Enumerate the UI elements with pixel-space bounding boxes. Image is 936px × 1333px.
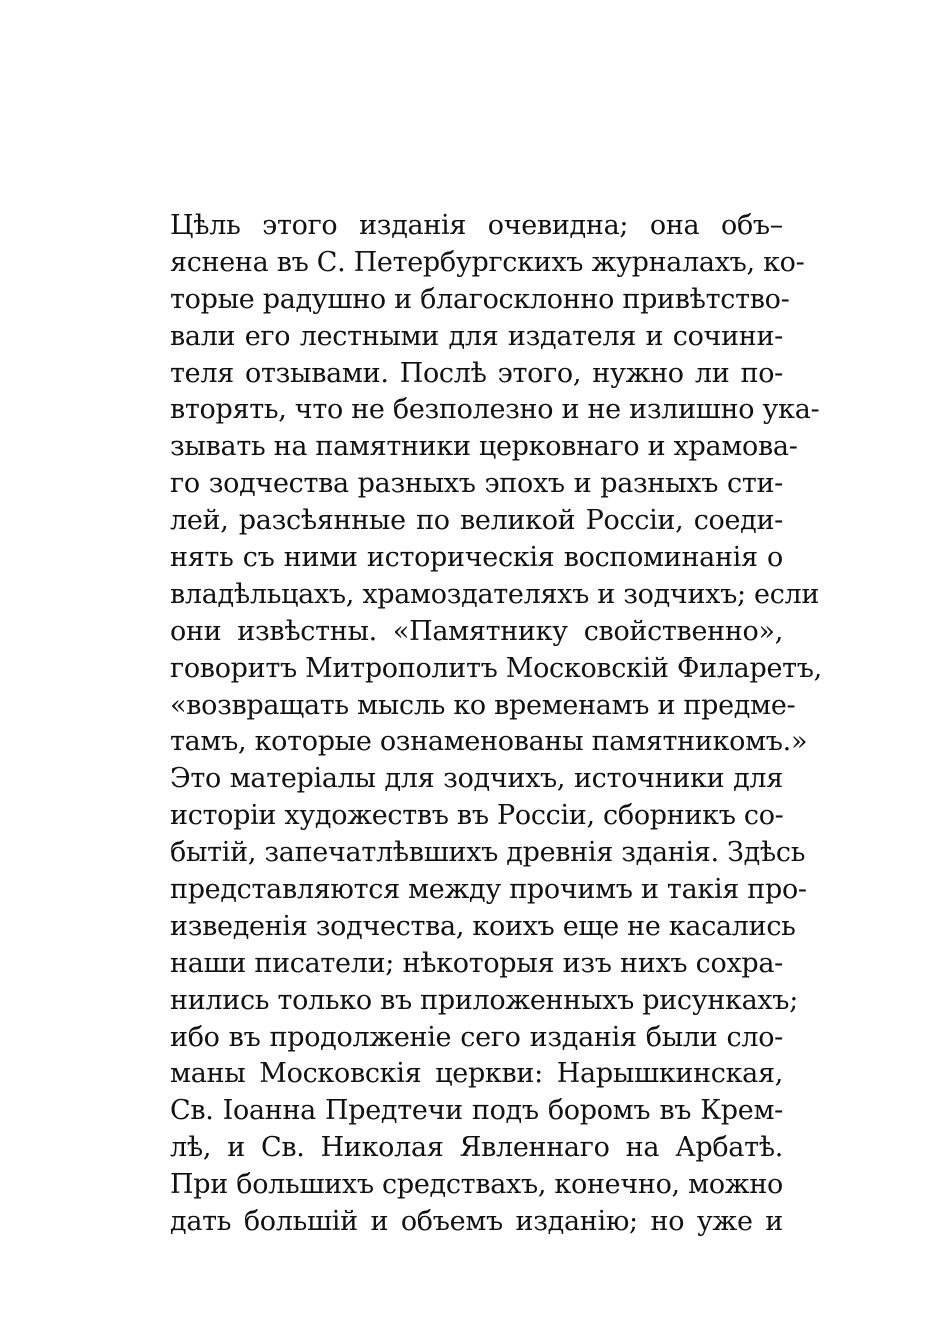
text-line: теля отзывами. Послѣ этого, нужно ли по- — [170, 357, 783, 389]
text-line: нять съ ними историческія воспоминанія о — [170, 542, 783, 574]
text-line: Св. Іоанна Предтечи подъ боромъ въ Крем- — [170, 1095, 783, 1127]
text-line: ибо въ продолженіе сего изданія были сло- — [170, 1021, 783, 1053]
text-line: наши писатели; нѣкоторыя изъ нихъ сохра- — [170, 947, 783, 979]
text-line: говоритъ Митрополитъ Московскій Филаретъ, — [170, 652, 822, 684]
text-line: «возвращать мысль ко временамъ и предме- — [170, 689, 796, 721]
text-line: маны Московскія церкви: Нарышкинская, — [170, 1058, 783, 1090]
text-line: нились только въ приложенныхъ рисункахъ; — [170, 984, 798, 1016]
text-line: зывать на памятники церковнаго и храмова- — [170, 431, 798, 463]
text-line: владѣльцахъ, храмоздателяхъ и зодчихъ; если — [170, 578, 820, 610]
text-line: тамъ, которые ознаменованы памятникомъ.» — [170, 726, 808, 758]
text-line: Цѣль этого изданія очевидна; она объ– — [170, 210, 783, 241]
text-line: лей, разсѣянные по великой Россіи, соеди- — [170, 505, 783, 537]
text-line: лѣ, и Св. Николая Явленнаго на Арбатѣ. — [170, 1132, 783, 1164]
text-line: представляются между прочимъ и такія про- — [170, 874, 807, 906]
text-line: вали его лестными для издателя и сочини- — [170, 320, 783, 352]
text-line: бытій, запечатлѣвшихъ древнія зданія. Здѣсь — [170, 837, 806, 869]
text-line: вторять, что не безполезно и не излишно ука- — [170, 394, 820, 426]
text-line: торые радушно и благосклонно привѣтство- — [170, 283, 790, 315]
text-line: При большихъ средствахъ, конечно, можно — [170, 1169, 783, 1201]
text-line: дать большій и объемъ изданію; но уже и — [170, 1206, 783, 1238]
text-line: го зодчества разныхъ эпохъ и разныхъ сти- — [170, 468, 783, 500]
text-line: яснена въ С. Петербургскихъ журналахъ, ко- — [170, 246, 805, 278]
text-line: Это матеріалы для зодчихъ, источники для — [170, 763, 783, 795]
text-line: изведенія зодчества, коихъ еще не касались — [170, 910, 796, 942]
body-text — [170, 208, 822, 1241]
text-line: исторіи художествъ въ Россіи, сборникъ со- — [170, 800, 784, 832]
text-line: они извѣстны. «Памятнику свойственно», — [170, 615, 783, 647]
